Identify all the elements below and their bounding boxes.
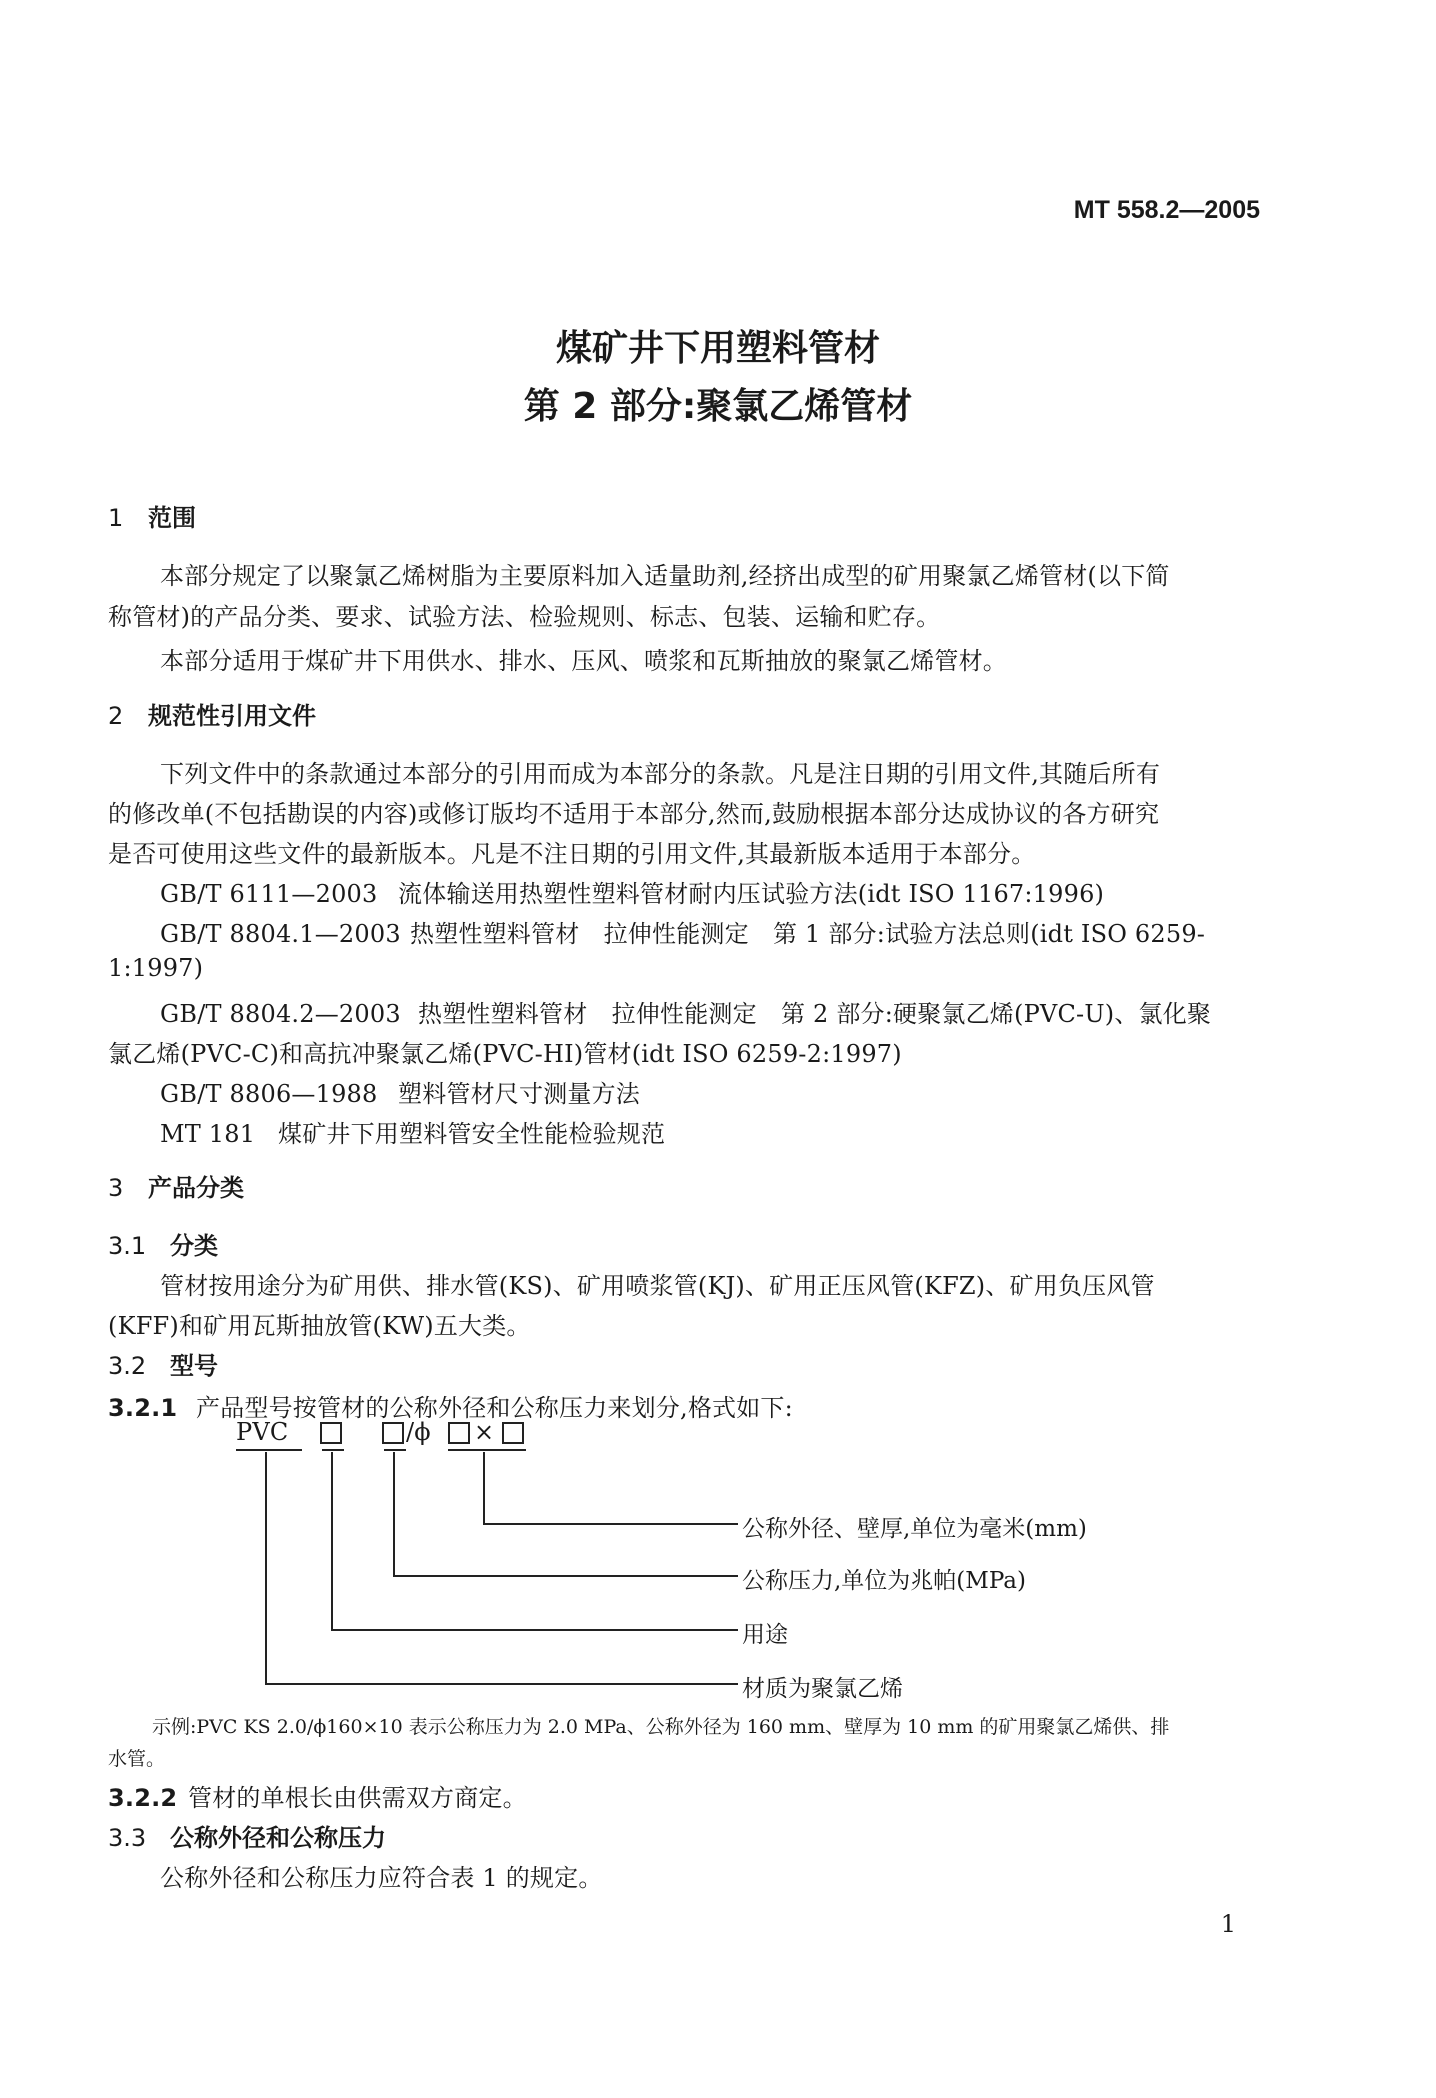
reference-title: 流体输送用热塑性塑料管材耐内压试验方法(idt ISO 1167:1996) xyxy=(398,880,1105,908)
reference-title: 塑料管材尺寸测量方法 xyxy=(398,1080,640,1108)
page-number: 1 xyxy=(1220,1910,1236,1938)
clause-number: 3.2.2 xyxy=(108,1784,178,1812)
reference-continuation: 1:1997) xyxy=(108,954,204,982)
section-number: 3.2 xyxy=(108,1352,147,1380)
clause-text: 产品型号按管材的公称外径和公称压力来划分,格式如下: xyxy=(196,1394,793,1422)
title-line-1: 煤矿井下用塑料管材 xyxy=(555,328,880,369)
reference-code: GB/T 6111—2003 xyxy=(160,880,378,908)
paragraph: 的修改单(不包括勘误的内容)或修订版均不适用于本部分,然而,鼓励根据本部分达成协议的各方研究 xyxy=(108,800,1160,828)
section-number: 3 xyxy=(108,1174,124,1202)
reference-title: 热塑性塑料管材 拉伸性能测定 第 2 部分:硬聚氯乙烯(PVC-U)、氯化聚 xyxy=(418,1000,1212,1028)
reference-title: 热塑性塑料管材 拉伸性能测定 第 1 部分:试验方法总则(idt ISO 6259- xyxy=(410,920,1206,948)
label-dimensions: 公称外径、壁厚,单位为毫米(mm) xyxy=(742,1516,1087,1542)
standard-number: MT 558.2—2005 xyxy=(1073,196,1260,224)
label-material: 材质为聚氯乙烯 xyxy=(742,1676,903,1702)
clause-number: 3.2.1 xyxy=(108,1394,178,1422)
paragraph: 管材按用途分为矿用供、排水管(KS)、矿用喷浆管(KJ)、矿用正压风管(KFZ)、矿用负压风管 xyxy=(160,1272,1155,1300)
leader-usage xyxy=(332,1452,738,1630)
section-number: 3.1 xyxy=(108,1232,147,1260)
section-number: 3.3 xyxy=(108,1824,147,1852)
section-3-3-heading xyxy=(108,1818,386,1853)
section-number: 2 xyxy=(108,702,124,730)
leader-pressure xyxy=(394,1452,738,1576)
reference-title: 煤矿井下用塑料管安全性能检验规范 xyxy=(278,1120,666,1148)
title-line-2: 第 2 部分:聚氯乙烯管材 xyxy=(523,386,913,427)
reference-continuation: 氯乙烯(PVC-C)和高抗冲聚氯乙烯(PVC-HI)管材(idt ISO 6259-2:1997) xyxy=(108,1040,902,1068)
reference-code: GB/T 8804.1—2003 xyxy=(160,920,401,948)
section-title: 分类 xyxy=(170,1232,218,1260)
label-pressure: 公称压力,单位为兆帕(MPa) xyxy=(742,1568,1026,1594)
paragraph: 公称外径和公称压力应符合表 1 的规定。 xyxy=(160,1864,603,1892)
example-note: 示例:PVC KS 2.0/ϕ160×10 表示公称压力为 2.0 MPa、公称外径为 160 mm、壁厚为 10 mm 的矿用聚氯乙烯供、排 xyxy=(152,1716,1170,1738)
reference-code: GB/T 8806—1988 xyxy=(160,1080,378,1108)
format-slash-phi: /ϕ xyxy=(406,1418,431,1446)
example-note-continuation: 水管。 xyxy=(108,1748,166,1770)
leader-material xyxy=(266,1452,738,1684)
paragraph: 本部分规定了以聚氯乙烯树脂为主要原料加入适量助剂,经挤出成型的矿用聚氯乙烯管材(以下简 xyxy=(160,562,1170,590)
paragraph: 是否可使用这些文件的最新版本。凡是不注日期的引用文件,其最新版本适用于本部分。 xyxy=(108,840,1036,868)
reference-code: MT 181 xyxy=(160,1120,256,1148)
section-title: 型号 xyxy=(170,1352,218,1380)
section-title: 公称外径和公称压力 xyxy=(170,1824,386,1852)
section-number: 1 xyxy=(108,504,124,532)
paragraph: (KFF)和矿用瓦斯抽放管(KW)五大类。 xyxy=(108,1312,531,1340)
section-title: 范围 xyxy=(148,504,196,532)
clause-3-2-2 xyxy=(108,1778,527,1813)
format-prefix: PVC xyxy=(236,1418,289,1446)
paragraph: 本部分适用于煤矿井下用供水、排水、压风、喷浆和瓦斯抽放的聚氯乙烯管材。 xyxy=(160,647,1007,675)
paragraph: 下列文件中的条款通过本部分的引用而成为本部分的条款。凡是注日期的引用文件,其随后所有 xyxy=(160,760,1161,788)
format-times: × xyxy=(474,1418,495,1446)
section-title: 产品分类 xyxy=(148,1174,244,1202)
label-usage: 用途 xyxy=(742,1622,788,1648)
paragraph: 称管材)的产品分类、要求、试验方法、检验规则、标志、包装、运输和贮存。 xyxy=(108,603,941,631)
reference-code: GB/T 8804.2—2003 xyxy=(160,1000,401,1028)
leader-dims xyxy=(484,1452,738,1524)
section-title: 规范性引用文件 xyxy=(148,702,316,730)
clause-text: 管材的单根长由供需双方商定。 xyxy=(188,1784,527,1812)
